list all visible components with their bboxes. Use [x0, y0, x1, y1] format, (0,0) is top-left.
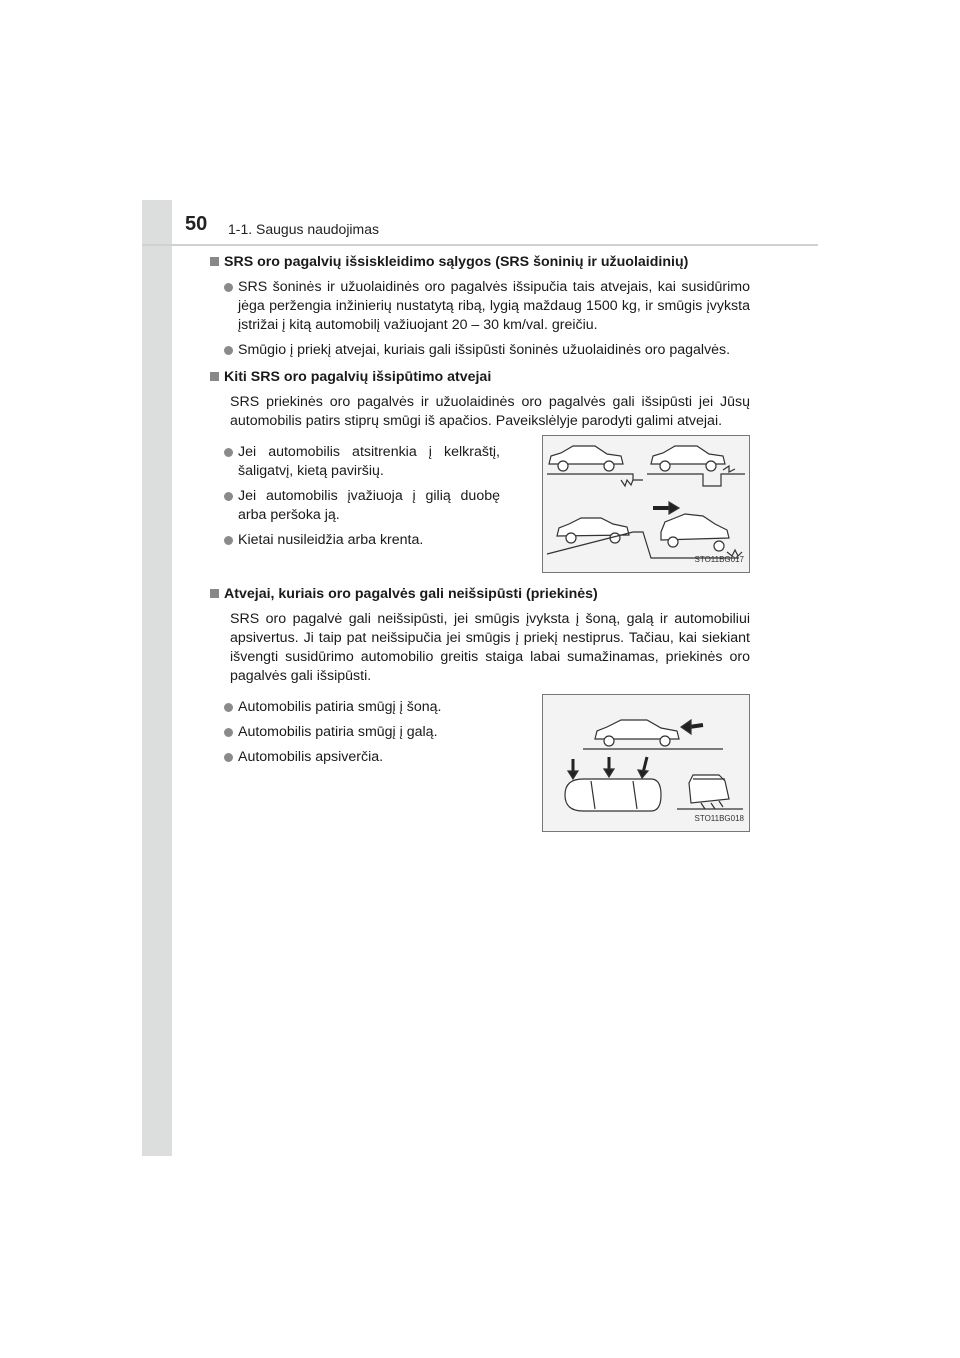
- bullet-column: [210, 698, 500, 832]
- round-bullet-icon: [224, 536, 233, 545]
- list-item: Smūgio į priekį atvejai, kuriais gali išsipūsti šoninės užuolaidinės oro pagalvės.: [210, 341, 750, 360]
- list-item: Jei automobilis įvažiuoja į gilią duobę arba peršoka ją.: [210, 487, 500, 525]
- bullets-with-figure: [210, 443, 750, 573]
- bullet-column: [210, 443, 500, 573]
- section-title: 1-1. Saugus naudojimas: [228, 221, 379, 237]
- illustration-undercarriage-impacts: [542, 435, 750, 573]
- figure-code: STO11BG017: [694, 555, 744, 564]
- square-bullet-icon: [210, 372, 219, 381]
- list-item: Kietai nusileidžia arba krenta.: [210, 531, 500, 550]
- list-item: Jei automobilis atsitrenkia į kelkraštį, šaligatvį, kietą paviršių.: [210, 443, 500, 481]
- illustration-side-rear-rollover: [542, 694, 750, 832]
- paragraph: SRS priekinės oro pagalvės ir užuolaidinės oro pagalvės gali išsipūsti jei Jūsų automobilis patirs stiprų smūgi iš apačios. Paveikslėlyje parodyti galimi atvejai.: [230, 394, 750, 429]
- paragraph: SRS oro pagalvė gali neišsipūsti, jei smūgis įvyksta į šoną, galą ir automobiliui apsivertus. Ji taip pat neišsipučia jei smūgis į priekį nestiprus. Tačiau, kai siekiant išvengti susidūrimo automobilio greitis staiga labai sumažinamas, priekinės oro pagalvės gali išsipūsti.: [230, 611, 750, 684]
- round-bullet-icon: [224, 283, 233, 292]
- page-number: 50: [185, 213, 208, 235]
- round-bullet-icon: [224, 703, 233, 712]
- heading-deploy-conditions: SRS oro pagalvių išsiskleidimo sąlygos (SRS šoninių ir užuolaidinių): [210, 253, 750, 272]
- list-item: Automobilis patiria smūgį į galą.: [210, 723, 500, 742]
- list-item: SRS šoninės ir užuolaidinės oro pagalvės išsipučia tais atvejais, kai susidūrimo jėga peržengia inžinierių nustatytą ribą, lygią maždaug 1500 kg, ir smūgis įvyksta įstrižai į kitą automobilį važiuojant 20 – 30 km/val. greičiu.: [210, 278, 750, 335]
- page-content: [210, 253, 750, 832]
- bullets-with-figure: [210, 698, 750, 832]
- round-bullet-icon: [224, 728, 233, 737]
- heading-no-deploy-cases: Atvejai, kuriais oro pagalvės gali neišsipūsti (priekinės): [210, 585, 750, 604]
- page-sidebar: [142, 200, 172, 1156]
- heading-other-deploy-cases: Kiti SRS oro pagalvių išsipūtimo atvejai: [210, 368, 750, 387]
- square-bullet-icon: [210, 589, 219, 598]
- figure-code: STO11BG018: [694, 814, 744, 823]
- square-bullet-icon: [210, 257, 219, 266]
- list-item: Automobilis apsiverčia.: [210, 748, 500, 767]
- round-bullet-icon: [224, 448, 233, 457]
- round-bullet-icon: [224, 753, 233, 762]
- round-bullet-icon: [224, 492, 233, 501]
- list-item: Automobilis patiria smūgį į šoną.: [210, 698, 500, 717]
- round-bullet-icon: [224, 346, 233, 355]
- header-rule: [142, 244, 818, 246]
